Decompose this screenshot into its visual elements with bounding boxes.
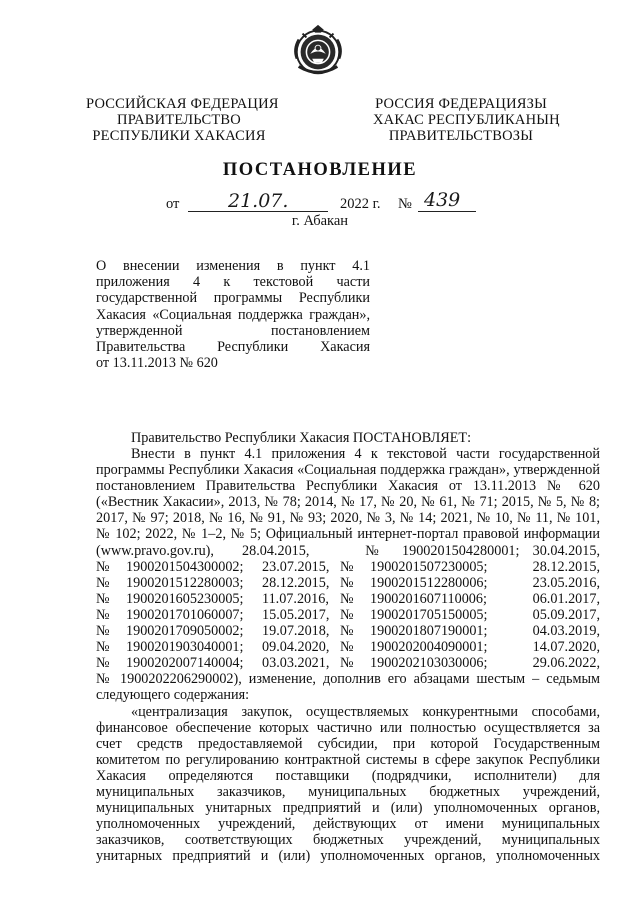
registry-cell: №: [340, 655, 354, 672]
registry-row: [96, 655, 600, 671]
portal-site: (www.pravo.gov.ru),: [96, 542, 214, 559]
quote-line: муниципальных унитарных предприятий и (или) уполномоченных органов,: [96, 800, 600, 817]
body-text: [96, 446, 600, 864]
body-line: следующего содержания:: [96, 687, 250, 704]
registry-cell: 1900201705150005;: [370, 606, 488, 623]
portal-number: 1900201504280001;: [402, 542, 520, 559]
registry-cell: №: [340, 574, 354, 591]
registry-cell: №: [96, 558, 110, 575]
header-right-line: ХАКАС РЕСПУБЛИКАНЫҢ: [373, 112, 560, 128]
registry-cell: №: [340, 639, 354, 656]
registry-cell: 23.07.2015,: [262, 558, 330, 575]
body-line: 2017, № 97; 2018, № 16, № 91, № 93; 2020, № 3, № 14; 2021, № 10, № 11, № 101,: [96, 510, 600, 527]
quote-line: счет средств предоставляемой субсидии, при которой Государственным: [96, 735, 600, 752]
registry-cell: №: [96, 639, 110, 656]
registry-cell: 11.07.2016,: [262, 590, 329, 607]
subject-block: [96, 258, 370, 371]
registry-cell: №: [96, 606, 110, 623]
header-left-line: РОССИЙСКАЯ ФЕДЕРАЦИЯ: [86, 96, 279, 112]
registry-cell: 05.09.2017,: [532, 606, 600, 623]
registry-cell: 1900202007140004;: [126, 655, 244, 672]
quote-line: уполномоченных учреждений, действующих от имени муниципальных: [96, 816, 600, 833]
header-left-line: РЕСПУБЛИКИ ХАКАСИЯ: [92, 128, 266, 144]
registry-row: [96, 639, 600, 655]
handwritten-date: 21.07.: [228, 190, 289, 212]
registry-cell: №: [340, 606, 354, 623]
registry-cell: 06.01.2017,: [532, 590, 600, 607]
registry-cell: 1900201512280003;: [126, 574, 244, 591]
body-line: («Вестник Хакасии», 2013, № 78; 2014, № 17, № 20, № 61, № 71; 2015, № 5, № 8;: [96, 494, 600, 511]
portal-date: 28.04.2015,: [242, 542, 310, 559]
body-line: постановлением Правительства Республики Хакасия от 13.11.2013 № 620: [96, 478, 600, 495]
quote-line: Хакасия определяются поставщики (подрядчики, исполнители) для: [96, 767, 600, 784]
registry-cell: 28.12.2015,: [532, 558, 600, 575]
portal-num-sign: №: [365, 542, 379, 559]
year-text: 2022 г.: [340, 196, 381, 212]
registry-row: [96, 559, 600, 575]
number-sign: №: [398, 196, 412, 212]
date-number-line: [166, 189, 486, 215]
coat-of-arms-emblem-icon: [289, 22, 347, 80]
registry-cell: 04.03.2019,: [532, 623, 600, 640]
header-right-line: ПРАВИТЕЛЬСТВОЗЫ: [388, 128, 534, 144]
registry-cell: 1900201807190001;: [370, 623, 488, 640]
quote-line: унитарных предприятий и (или) уполномоченных органов, уполномоченных: [96, 848, 600, 865]
registry-cell: 1900201504300002;: [126, 558, 244, 575]
from-label: от: [166, 196, 180, 212]
city-line: г. Абакан: [291, 213, 349, 229]
registry-cell: 28.12.2015,: [262, 574, 330, 591]
subject-line: Правительства Республики Хакасия: [96, 339, 370, 356]
header-left-block: [86, 96, 279, 144]
registry-cell: 23.05.2016,: [532, 574, 600, 591]
preamble: Правительство Республики Хакасия ПОСТАНОВЛЯЕТ:: [131, 430, 472, 446]
registry-cell: 1900201605230005;: [126, 590, 244, 607]
header-right-line: РОССИЯ ФЕДЕРАЦИЯЗЫ: [375, 96, 547, 112]
registry-cell: 1900201607110006;: [370, 590, 487, 607]
quote-line: финансовое обеспечение которых частично или полностью осуществляется за: [96, 719, 600, 736]
subject-line: утвержденной постановлением: [96, 322, 370, 339]
portal-line: [96, 543, 600, 559]
body-line: № 1900202206290002), изменение, дополнив его абзацами шестым – седьмым: [96, 671, 600, 688]
quote-line: муниципальных заказчиков, муниципальных бюджетных учреждений,: [96, 783, 600, 800]
header-left-line: ПРАВИТЕЛЬСТВО: [117, 112, 241, 128]
registry-cell: 15.05.2017,: [262, 606, 330, 623]
registry-row: [96, 591, 600, 607]
subject-line: от 13.11.2013 № 620: [96, 355, 218, 372]
subject-line: Хакасия «Социальная поддержка граждан»,: [96, 306, 370, 323]
body-line: № 102; 2022, № 1–2, № 5; Официальный интернет-портал правовой информации: [96, 526, 600, 543]
registry-cell: 14.07.2020,: [532, 639, 600, 656]
document-title: ПОСТАНОВЛЕНИЕ: [222, 160, 418, 180]
quote-line: комитетом по регулированию контрактной системы в сфере закупок Республики: [96, 751, 600, 768]
registry-cell: №: [340, 558, 354, 575]
registry-cell: 1900201903040001;: [126, 639, 244, 656]
subject-line: государственной программы Республики: [96, 290, 370, 307]
registry-cell: 03.03.2021,: [262, 655, 330, 672]
registry-cell: №: [96, 574, 110, 591]
body-line: программы Республики Хакасия «Социальная поддержка граждан», утвержденной: [96, 462, 600, 479]
registry-cell: №: [340, 623, 354, 640]
registry-cell: 1900201512280006;: [370, 574, 488, 591]
registry-cell: 29.06.2022,: [532, 655, 600, 672]
registry-cell: №: [96, 655, 110, 672]
registry-row: [96, 575, 600, 591]
header-right-block: [373, 96, 560, 144]
registry-cell: 1900201507230005;: [370, 558, 488, 575]
registry-cell: 1900201709050002;: [126, 623, 244, 640]
registry-cell: №: [96, 623, 110, 640]
registry-row: [96, 607, 600, 623]
registry-cell: 09.04.2020,: [262, 639, 330, 656]
registry-cell: 1900201701060007;: [126, 606, 244, 623]
registry-cell: №: [96, 590, 110, 607]
registry-cell: 1900202103030006;: [370, 655, 488, 672]
registry-cell: №: [340, 590, 354, 607]
subject-line: О внесении изменения в пункт 4.1: [96, 258, 370, 274]
registry-row: [96, 623, 600, 639]
body-line: Внести в пункт 4.1 приложения 4 к текстовой части государственной: [131, 446, 600, 462]
handwritten-number: 439: [424, 189, 461, 211]
registry-cell: 1900202004090001;: [370, 639, 488, 656]
portal-next-date: 30.04.2015,: [532, 542, 600, 559]
quote-line: заказчиков, соответствующих бюджетных учреждений, муниципальных: [96, 832, 600, 849]
registry-cell: 19.07.2018,: [262, 623, 330, 640]
number-underline: [418, 211, 476, 212]
quote-line: «централизация закупок, осуществляемых конкурентными способами,: [131, 703, 600, 720]
subject-line: приложения 4 к текстовой части: [96, 274, 370, 291]
